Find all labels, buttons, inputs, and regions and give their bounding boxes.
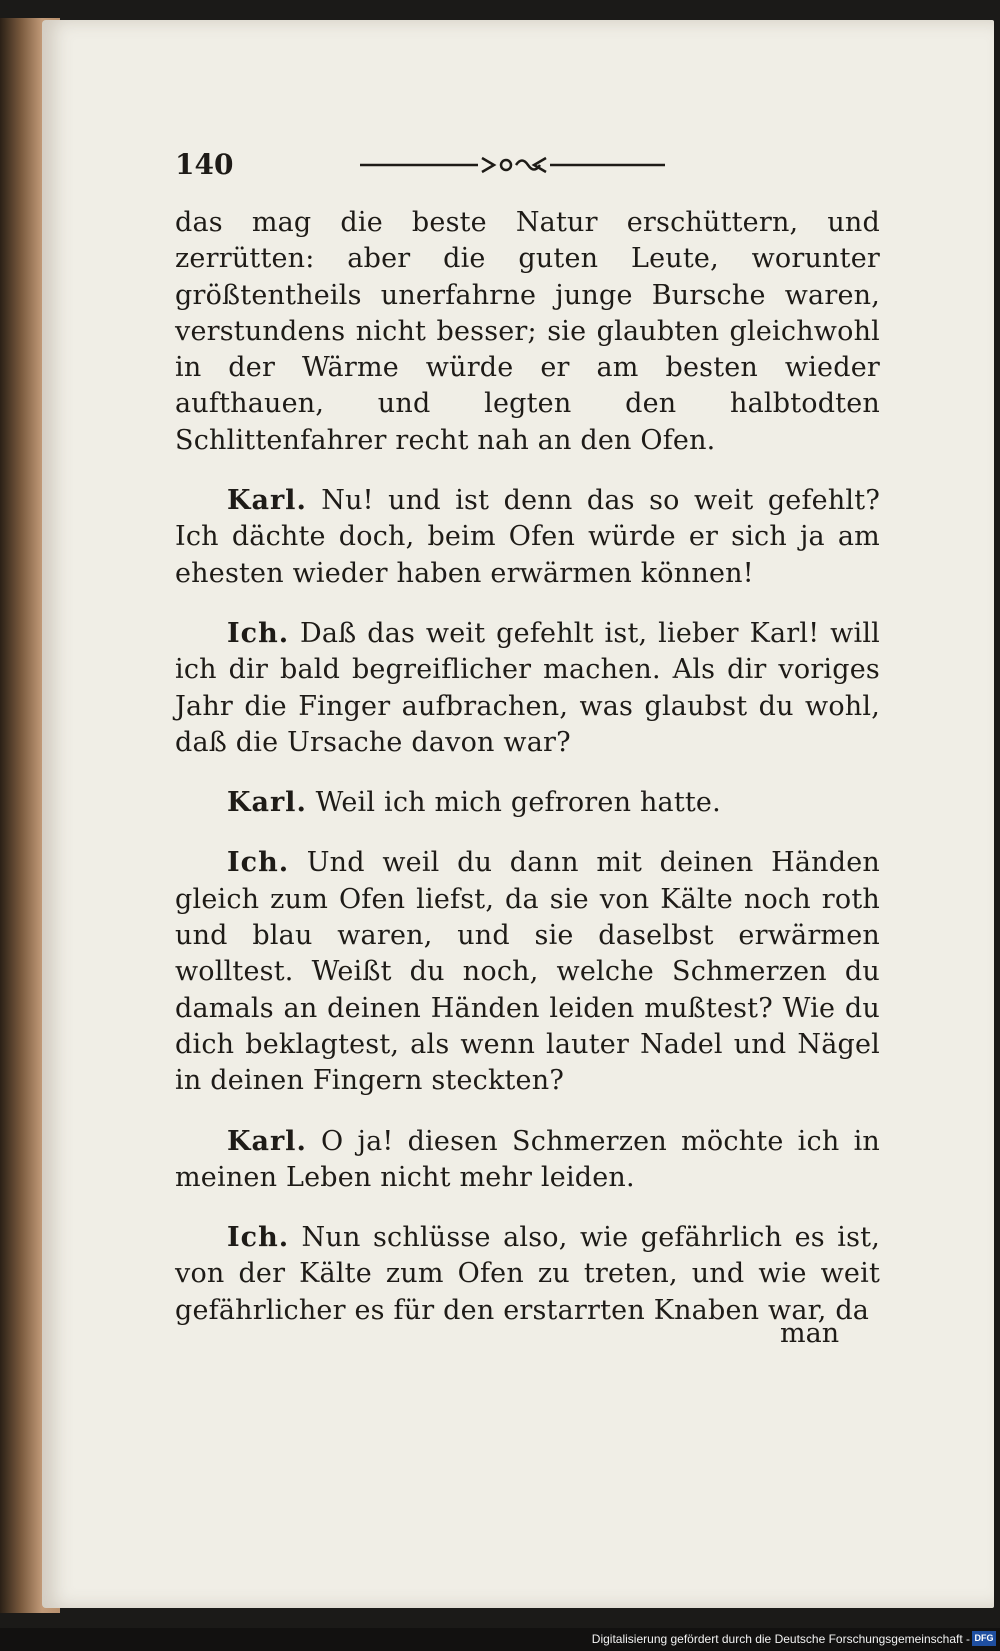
speaker-label: Ich. [227,847,290,879]
speaker-label: Karl. [227,485,307,517]
speaker-label: Karl. [227,1125,307,1157]
paragraph-text: Und weil du dann mit deinen Händen gleich zum Ofen liefst, da sie von Kälte noch roth und blau waren, und sie daselbst erwärmen wolltest. Weißt du noch, welche Schmerzen du damals an deinen Händen leiden mußtest? Wie du dich beklagtest, als wenn lauter Nadel und Nägel in deinen Fingern steckten? [175,847,880,1097]
paragraph-1 [175,483,880,592]
page-number: 140 [175,148,234,181]
footer-credit-text: Digitalisierung gefördert durch die Deutsche Forschungsgemeinschaft - [591,1632,970,1646]
dfg-logo-icon: DFG [972,1631,996,1646]
catchword: man [780,1318,840,1349]
paragraph-text: Nu! und ist denn das so weit gefehlt? Ich dächte doch, beim Ofen würde er sich ja am ehesten wieder haben erwärmen können! [175,485,880,589]
paragraph-text: Weil ich mich gefroren hatte. [306,787,721,819]
paragraph-4 [175,845,880,1099]
paragraph-6 [175,1220,880,1329]
paragraph-0 [175,205,880,459]
digitization-footer [0,1628,1000,1651]
body-text [175,205,880,1353]
ornament-rule-icon [360,150,665,180]
paragraph-text: das mag die beste Natur erschüttern, und zerrütten: aber die guten Leute, worunter größtentheils unerfahrne junge Bursche waren, verstundens nicht besser; sie glaubten gleichwohl in der Wärme würde er am besten wieder aufthauen, und legten den halbtodten Schlittenfahrer recht nah an den Ofen. [175,207,880,456]
speaker-label: Ich. [227,617,290,649]
speaker-label: Karl. [227,787,307,819]
paragraph-2 [175,616,880,761]
paragraph-text: Daß das weit gefehlt ist, lieber Karl! will ich dir bald begreiflicher machen. Als dir voriges Jahr die Finger aufbrachen, was glaubst du wohl, daß die Ursache davon war? [175,617,880,758]
speaker-label: Ich. [227,1222,290,1254]
paragraph-3 [175,785,880,821]
paragraph-text: Nun schlüsse also, wie gefährlich es ist, von der Kälte zum Ofen zu treten, und wie weit gefährlicher es für den erstarrten Knaben war, da [175,1222,880,1326]
paragraph-5 [175,1124,880,1197]
paragraph-text: O ja! diesen Schmerzen möchte ich in meinen Leben nicht mehr leiden. [175,1125,880,1193]
page-header [175,148,865,188]
